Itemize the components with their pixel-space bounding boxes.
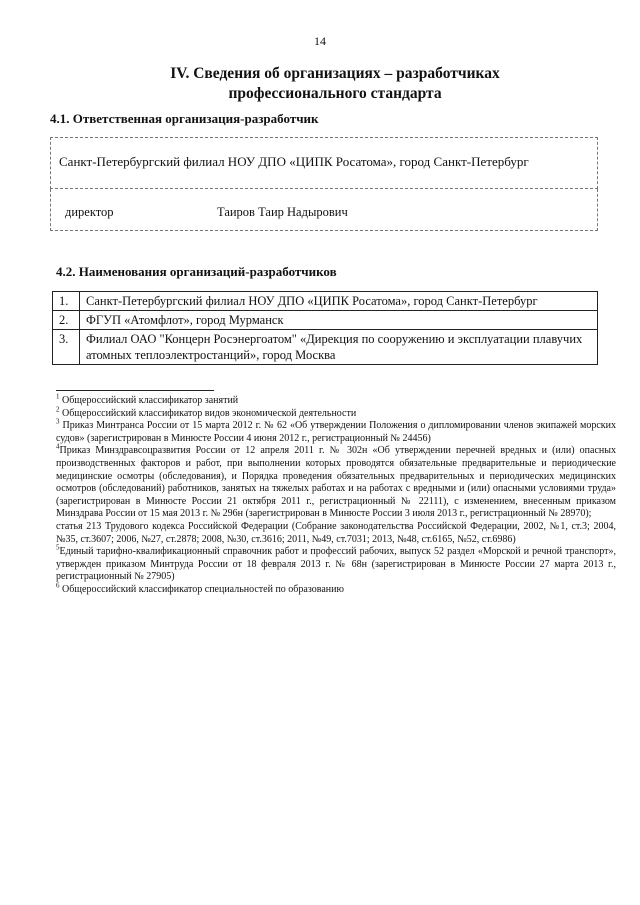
footnotes [56,392,617,597]
footnote-text: статья 213 Трудового кодекса Российской Федерации (Собрание законодательства Российской Федерации, 2002, №1, ст.3; 2004, №35, ст.3607; 2006, №27, ст.2878; 2008, №30, ст.3616; 2011, №49, ст.7031; 2013, №48, ст.6165, №52, ст.6986) [56,520,616,545]
footnote-text: Общероссийский классификатор занятий [62,395,239,406]
responsible-signatory-box [50,189,598,231]
footnote-mark: 2 [56,405,60,414]
footnote [56,543,616,584]
developers-heading: 4.2. Наименования организаций-разработчиков [56,264,337,279]
footnote-text: Единый тарифно-квалификационный справочник работ и профессий рабочих, выпуск 52 раздел «Морской и речной транспорт», утвержден приказом Минтруда России от 18 февраля 2013 г. № 68н (зарегистрирован в Минюсте России 27 марта 2013 г., регистрационный № 27905) [56,546,616,583]
footnote [56,392,616,408]
developers-table [52,291,598,365]
footnote-mark: 5 [56,543,60,552]
footnote-mark: 6 [56,581,60,590]
org-name: ФГУП «Атомфлот», город Мурманск [80,311,598,330]
signatory-name: Таиров Таир Надырович [217,205,348,219]
table-row [53,292,598,311]
footnote [56,445,616,521]
footnote-text: Приказ Минздравсоцразвития России от 12 апреля 2011 г. № 302н «Об утверждении перечней вредных и (или) опасных производственных факторов и работ, при выполнении которых проводятся обязательные предварительные и периодические медицинские осмотры (обследования), и Порядка проведения обязательных предварительных и периодических медицинских осмотров (обследований) работников, занятых на тяжелых работах и на работах с вредными и (или) опасными условиями труда» (зарегистрирован в Минюсте России 21 октября 2011 г., регистрационный № 22111), с изменением, внесенным приказом Минздрава России от 15 мая 2013 г. № 296н (зарегистрирован в Минюсте России 3 июля 2013 г., регистрационный № 28970); [56,445,616,520]
footnote [56,581,616,597]
footnote-mark: 4 [56,443,60,452]
table-row [53,311,598,330]
row-number: 1. [53,292,80,311]
footnote [56,417,617,445]
table-row [53,330,598,365]
footnote-text: Общероссийский классификатор видов экономической деятельности [62,407,357,419]
responsible-org-heading: 4.1. Ответственная организация-разработчик [50,111,319,126]
org-name: Филиал ОАО "Концерн Росэнергоатом" «Дирекция по сооружению и эксплуатации плавучих атомных теплоэлектростанций», город Москва [80,330,598,365]
responsible-org-box [50,137,598,189]
org-name: Санкт-Петербургский филиал НОУ ДПО «ЦИПК Росатома», город Санкт-Петербург [80,292,598,311]
signatory-role: директор [65,205,114,219]
row-number: 2. [53,311,80,330]
section-title: IV. Сведения об организациях – разработчиках профессионального стандарта [170,65,500,102]
footnote-separator [56,390,214,391]
row-number: 3. [53,330,80,365]
footnote [56,405,616,421]
footnote-text: Приказ Минтранса России от 15 марта 2012 г. № 62 «Об утверждении Положения о дипломировании членов экипажей морских судов» (зарегистрирован в Минюсте России 4 июня 2012 г., регистрационный № 24456) [56,420,617,444]
responsible-org-name: Санкт-Петербургский филиал НОУ ДПО «ЦИПК Росатома», город Санкт-Петербург [59,154,529,169]
page-number: 14 [314,34,326,48]
footnote [56,521,616,546]
footnote-text: Общероссийский классификатор специальностей по образованию [62,583,344,595]
footnote-mark: 1 [56,392,60,401]
footnote-mark: 3 [56,417,60,426]
